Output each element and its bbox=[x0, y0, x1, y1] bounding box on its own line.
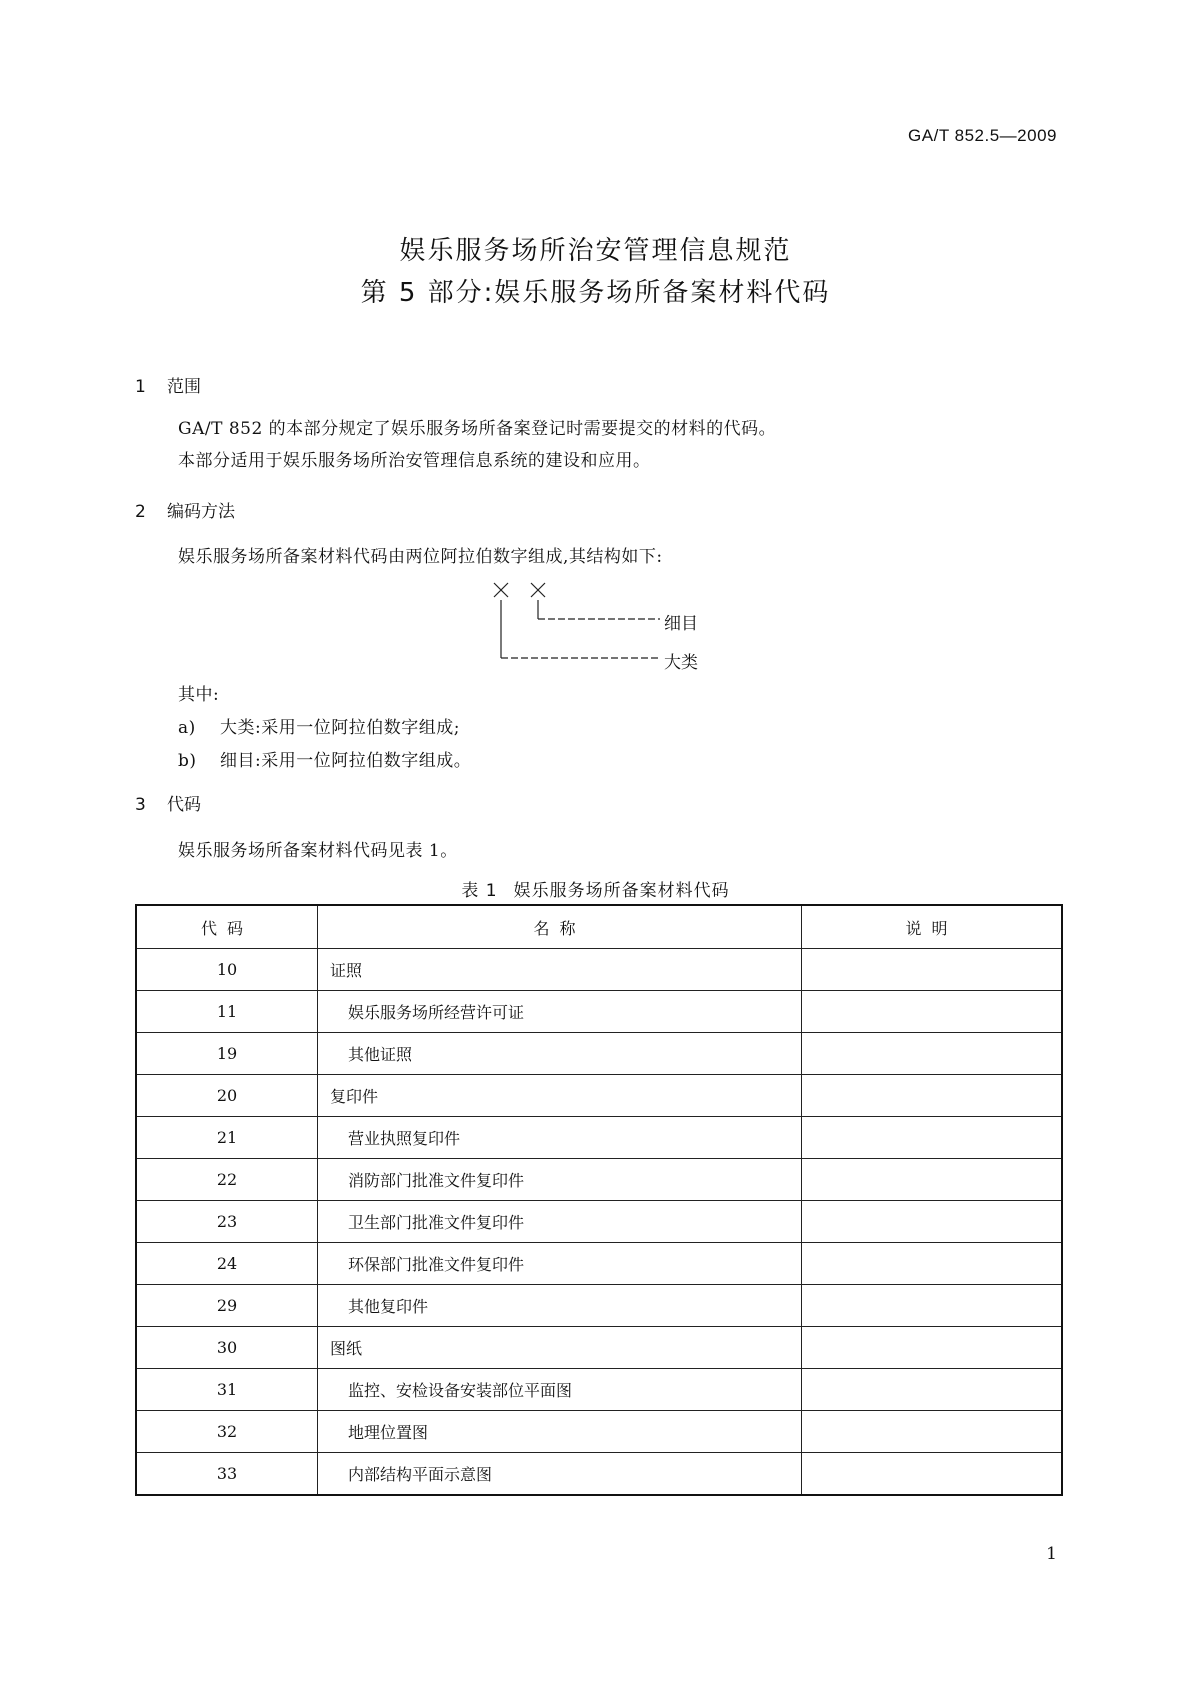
name-cell: 内部结构平面示意图 bbox=[318, 1453, 802, 1496]
desc-cell bbox=[802, 949, 1063, 991]
desc-cell bbox=[802, 1411, 1063, 1453]
table-header-row bbox=[136, 905, 1062, 949]
table-row bbox=[136, 1369, 1062, 1411]
name-cell: 证照 bbox=[318, 949, 802, 991]
desc-cell bbox=[802, 1453, 1063, 1496]
desc-cell bbox=[802, 1117, 1063, 1159]
code-cell: 33 bbox=[136, 1453, 318, 1496]
list-text: 大类:采用一位阿拉伯数字组成; bbox=[220, 718, 460, 738]
desc-cell bbox=[802, 1369, 1063, 1411]
desc-cell bbox=[802, 1033, 1063, 1075]
desc-cell bbox=[802, 1243, 1063, 1285]
name-cell: 图纸 bbox=[318, 1327, 802, 1369]
code-cell: 11 bbox=[136, 991, 318, 1033]
table-row bbox=[136, 1075, 1062, 1117]
table-row bbox=[136, 1285, 1062, 1327]
name-cell: 环保部门批准文件复印件 bbox=[318, 1243, 802, 1285]
desc-cell bbox=[802, 1075, 1063, 1117]
list-marker: b) bbox=[178, 751, 197, 771]
code-cell: 19 bbox=[136, 1033, 318, 1075]
name-cell: 消防部门批准文件复印件 bbox=[318, 1159, 802, 1201]
table-number: 表 1 bbox=[461, 881, 498, 901]
name-cell: 其他证照 bbox=[318, 1033, 802, 1075]
section-1-paragraph-2: 本部分适用于娱乐服务场所治安管理信息系统的建设和应用。 bbox=[178, 451, 651, 471]
section-number: 1 bbox=[135, 377, 146, 397]
section-2-paragraph-1: 娱乐服务场所备案材料代码由两位阿拉伯数字组成,其结构如下: bbox=[178, 547, 663, 567]
standard-code: GA/T 852.5—2009 bbox=[908, 126, 1057, 145]
table-row bbox=[136, 1411, 1062, 1453]
desc-cell bbox=[802, 1327, 1063, 1369]
section-3-paragraph-1: 娱乐服务场所备案材料代码见表 1。 bbox=[178, 841, 458, 861]
code-cell: 30 bbox=[136, 1327, 318, 1369]
name-cell: 其他复印件 bbox=[318, 1285, 802, 1327]
name-cell: 监控、安检设备安装部位平面图 bbox=[318, 1369, 802, 1411]
section-title: 代码 bbox=[167, 795, 201, 815]
table-row bbox=[136, 1243, 1062, 1285]
document-title: 娱乐服务场所治安管理信息规范 bbox=[399, 236, 792, 266]
page-number: 1 bbox=[1046, 1544, 1057, 1564]
where-label: 其中: bbox=[178, 685, 220, 705]
section-title: 编码方法 bbox=[167, 502, 235, 522]
section-1-paragraph-1: GA/T 852 的本部分规定了娱乐服务场所备案登记时需要提交的材料的代码。 bbox=[178, 419, 777, 439]
code-cell: 24 bbox=[136, 1243, 318, 1285]
table-row bbox=[136, 1117, 1062, 1159]
table-row bbox=[136, 949, 1062, 991]
desc-cell bbox=[802, 1285, 1063, 1327]
code-structure-diagram bbox=[0, 0, 1191, 700]
table-row bbox=[136, 1327, 1062, 1369]
name-cell: 卫生部门批准文件复印件 bbox=[318, 1201, 802, 1243]
diagram-label-major: 大类 bbox=[664, 653, 698, 673]
list-marker: a) bbox=[178, 718, 196, 738]
header-name: 名称 bbox=[318, 905, 802, 949]
header-code: 代码 bbox=[136, 905, 318, 949]
section-title: 范围 bbox=[167, 377, 201, 397]
desc-cell bbox=[802, 1201, 1063, 1243]
code-cell: 29 bbox=[136, 1285, 318, 1327]
list-text: 细目:采用一位阿拉伯数字组成。 bbox=[220, 751, 472, 771]
code-cell: 22 bbox=[136, 1159, 318, 1201]
list-item-a bbox=[178, 713, 460, 738]
section-3-heading bbox=[135, 790, 201, 815]
table-row bbox=[136, 1453, 1062, 1496]
material-code-table bbox=[135, 904, 1063, 1496]
name-cell: 营业执照复印件 bbox=[318, 1117, 802, 1159]
table-title: 娱乐服务场所备案材料代码 bbox=[513, 881, 730, 901]
table-row bbox=[136, 1033, 1062, 1075]
header-desc: 说明 bbox=[802, 905, 1063, 949]
table-row bbox=[136, 1159, 1062, 1201]
table-caption bbox=[0, 876, 1191, 901]
name-cell: 复印件 bbox=[318, 1075, 802, 1117]
section-number: 3 bbox=[135, 795, 146, 815]
document-subtitle: 第 5 部分:娱乐服务场所备案材料代码 bbox=[360, 278, 831, 308]
table-row bbox=[136, 1201, 1062, 1243]
code-cell: 20 bbox=[136, 1075, 318, 1117]
name-cell: 娱乐服务场所经营许可证 bbox=[318, 991, 802, 1033]
code-cell: 23 bbox=[136, 1201, 318, 1243]
diagram-label-detail: 细目 bbox=[664, 614, 698, 634]
table-row bbox=[136, 991, 1062, 1033]
desc-cell bbox=[802, 1159, 1063, 1201]
name-cell: 地理位置图 bbox=[318, 1411, 802, 1453]
code-cell: 32 bbox=[136, 1411, 318, 1453]
code-cell: 21 bbox=[136, 1117, 318, 1159]
code-cell: 10 bbox=[136, 949, 318, 991]
code-cell: 31 bbox=[136, 1369, 318, 1411]
desc-cell bbox=[802, 991, 1063, 1033]
section-number: 2 bbox=[135, 502, 146, 522]
list-item-b bbox=[178, 746, 471, 771]
